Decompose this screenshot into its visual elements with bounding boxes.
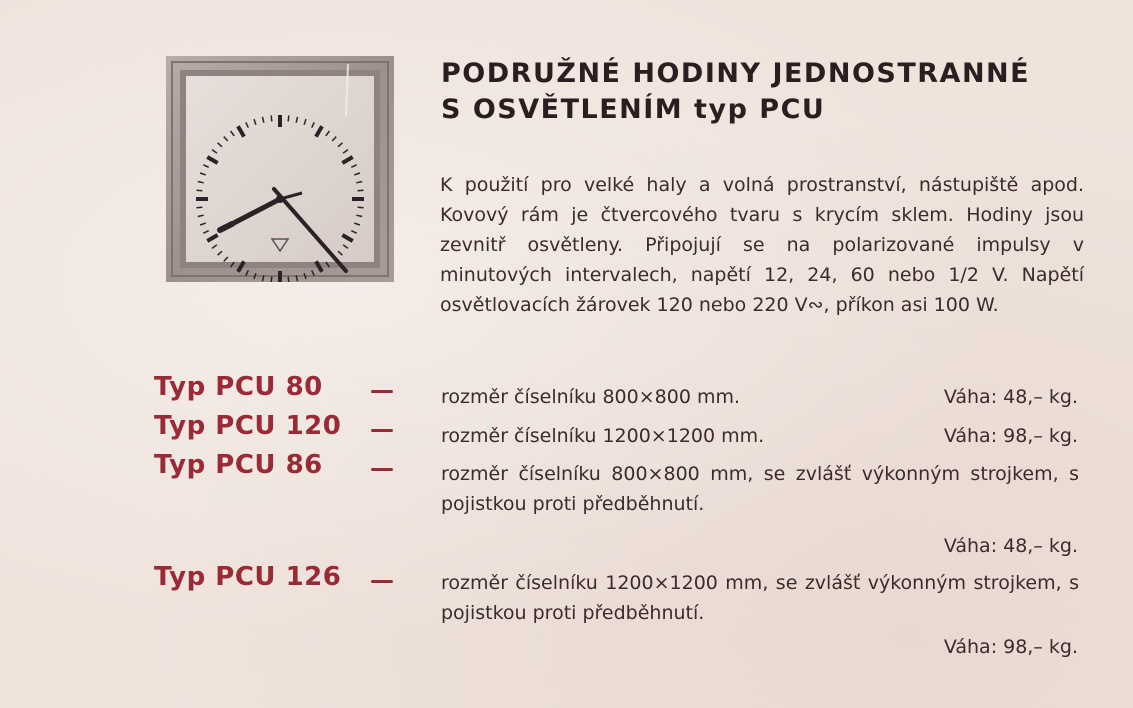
- model-weight: Váha: 48,– kg.: [943, 535, 1078, 557]
- model-name: Typ PCU 120: [154, 411, 342, 441]
- title-line-2: S OSVĚTLENÍM typ PCU: [441, 94, 826, 125]
- model-dash: —: [370, 454, 394, 482]
- minute-tick: [358, 190, 364, 191]
- model-dash: —: [370, 376, 394, 404]
- minute-tick: [197, 207, 203, 208]
- title-line-1: PODRUŽNÉ HODINY JEDNOSTRANNÉ: [441, 58, 1031, 89]
- model-dash: —: [370, 566, 394, 594]
- model-name: Typ PCU 126: [154, 562, 342, 592]
- clock-icon: [166, 56, 394, 282]
- model-dash: —: [370, 415, 394, 443]
- model-name: Typ PCU 86: [154, 450, 323, 480]
- page-title: [441, 56, 1101, 128]
- model-spec: rozměr číselníku 800×800 mm, se zvlášť výkonným strojkem, s pojistkou proti předběhnutí.: [441, 463, 1079, 515]
- minute-tick: [271, 277, 272, 282]
- clock-photo: [166, 56, 394, 282]
- model-spec: rozměr číselníku 1200×1200 mm, se zvlášť výkonným strojkem, s pojistkou proti předběhnutí.: [441, 572, 1079, 624]
- minute-tick: [288, 277, 289, 282]
- model-spec: rozměr číselníku 800×800 mm.: [441, 386, 740, 408]
- description-paragraph: K použití pro velké haly a volná prostranství, nástupiště apod. Kovový rám je čtvercového tvaru s krycím sklem. Hodiny jsou zevnitř osvětleny. Připojují se na polarizované impulsy v minutových intervalech, napětí 12, 24, 60 nebo 1/2 V. Napětí osvětlovacích žárovek 120 nebo 220 V∾, příkon asi 100 W.: [440, 174, 1084, 316]
- minute-tick: [358, 207, 364, 208]
- minute-tick: [271, 116, 272, 122]
- minute-tick: [288, 116, 289, 122]
- model-name: Typ PCU 80: [154, 372, 323, 402]
- model-weight: Váha: 48,– kg.: [943, 386, 1078, 408]
- model-weight: Váha: 98,– kg.: [943, 425, 1078, 447]
- model-weight: Váha: 98,– kg.: [943, 636, 1078, 658]
- model-spec: rozměr číselníku 1200×1200 mm.: [441, 425, 765, 447]
- minute-tick: [197, 190, 203, 191]
